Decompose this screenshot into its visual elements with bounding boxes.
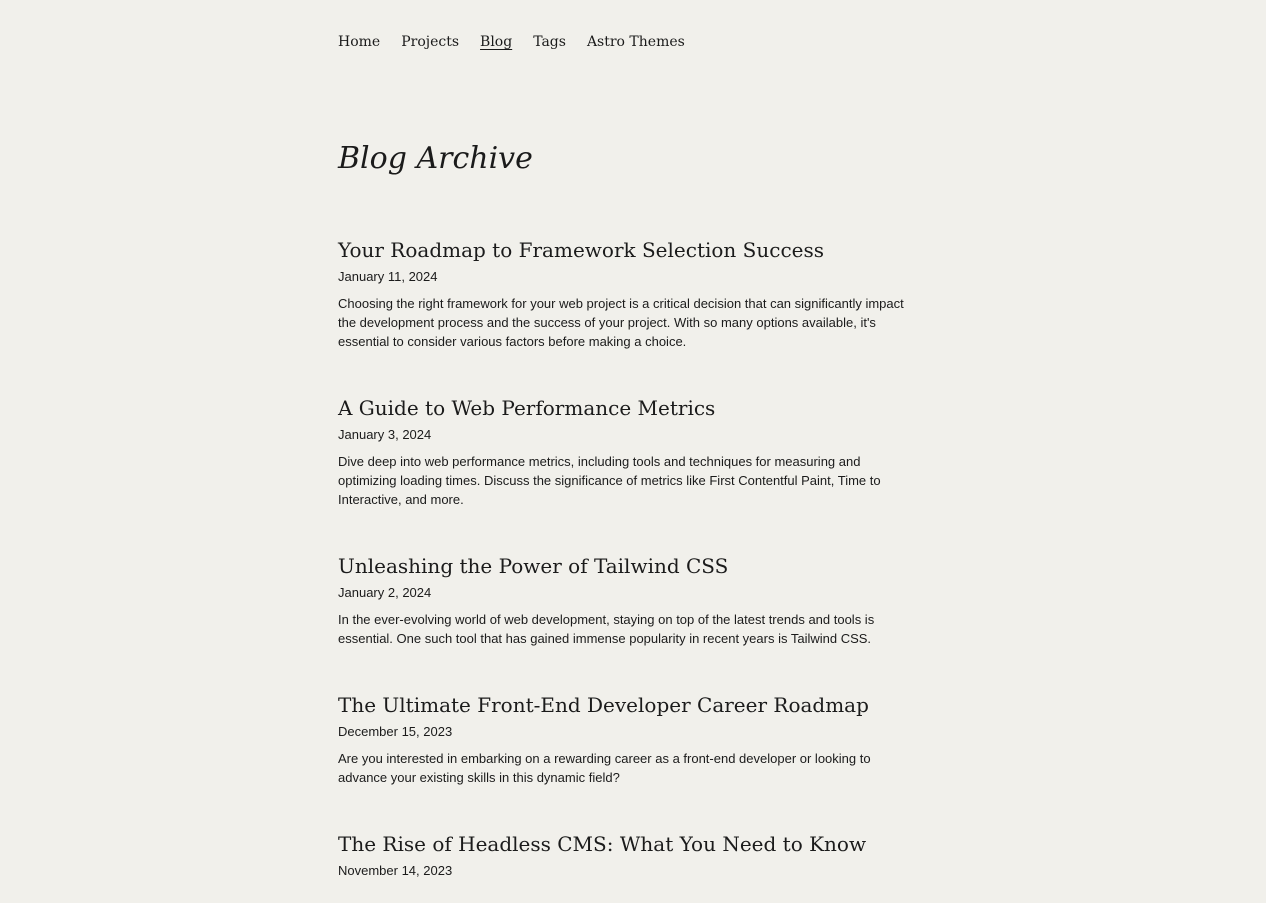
main-nav: [338, 32, 706, 52]
post-title-link[interactable]: Your Roadmap to Framework Selection Success: [338, 238, 825, 262]
post-title-link[interactable]: A Guide to Web Performance Metrics: [338, 396, 716, 420]
nav-tags-link[interactable]: Tags: [533, 34, 566, 50]
page-title: Blog Archive: [338, 141, 533, 176]
post-item: [338, 393, 920, 509]
post-excerpt: Choosing the right framework for your web project is a critical decision that can significantly impact the development process and the success of your project. With so many options available, it's essential to consider various factors before making a choice.: [338, 296, 904, 349]
post-item: [338, 690, 920, 787]
post-excerpt: Are you interested in embarking on a rewarding career as a front-end developer or looking to advance your existing skills in this dynamic field?: [338, 751, 871, 785]
nav-astro-themes-link[interactable]: Astro Themes: [586, 34, 685, 50]
post-excerpt: Dive deep into web performance metrics, including tools and techniques for measuring and optimizing loading times. Discuss the significance of metrics like First Contentful Paint, Time to Interactive, and more.: [338, 454, 881, 507]
post-item: [338, 551, 920, 648]
nav-projects-link[interactable]: Projects: [401, 34, 460, 50]
post-title-link[interactable]: The Rise of Headless CMS: What You Need to Know: [338, 832, 867, 856]
post-title-link[interactable]: The Ultimate Front-End Developer Career Roadmap: [338, 693, 869, 717]
nav-home-link[interactable]: Home: [338, 34, 381, 50]
post-date: January 2, 2024: [338, 585, 432, 600]
post-date: January 11, 2024: [338, 269, 438, 284]
post-title-link[interactable]: Unleashing the Power of Tailwind CSS: [338, 554, 729, 578]
post-item: [338, 235, 920, 351]
nav-blog-link[interactable]: Blog: [480, 34, 513, 50]
post-date: December 15, 2023: [338, 724, 453, 739]
post-date: November 14, 2023: [338, 863, 453, 878]
post-list: [338, 235, 920, 903]
post-date: January 3, 2024: [338, 427, 432, 442]
post-excerpt: In the ever-evolving world of web development, staying on top of the latest trends and tools is essential. One such tool that has gained immense popularity in recent years is Tailwind CSS.: [338, 612, 875, 646]
post-item: [338, 829, 920, 880]
